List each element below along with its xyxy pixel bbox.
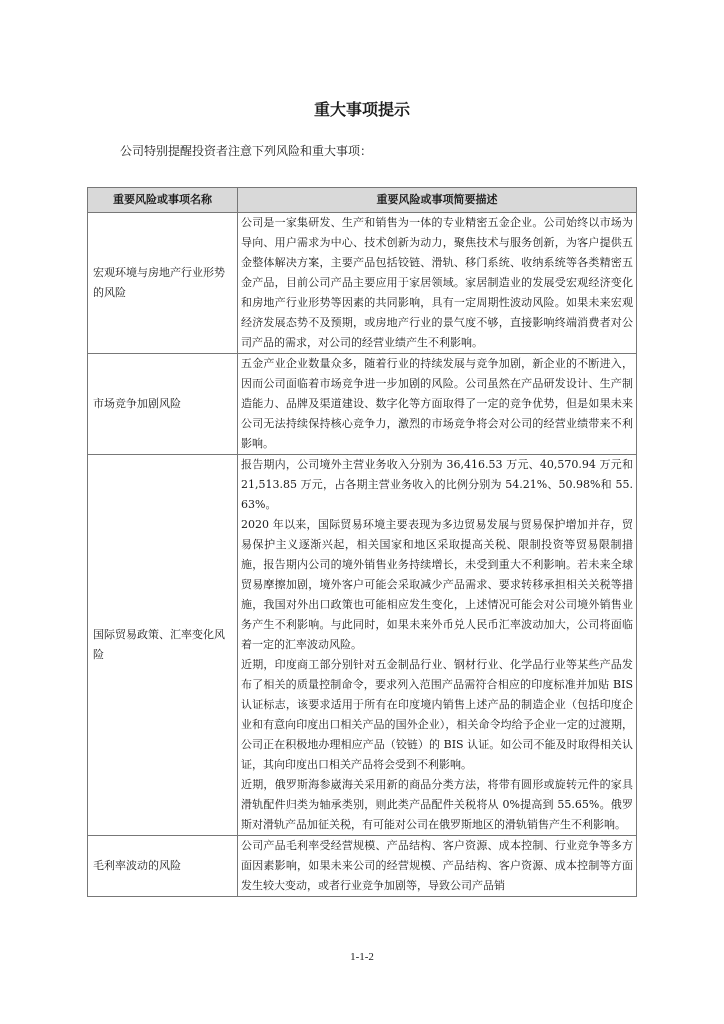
column-header-description: 重要风险或事项简要描述 <box>238 188 637 213</box>
column-header-name: 重要风险或事项名称 <box>88 188 238 213</box>
risk-name: 市场竞争加剧风险 <box>88 354 238 455</box>
description-paragraph: 五金产业企业数量众多，随着行业的持续发展与竞争加剧，新企业的不断进入，因而公司面临着市场竞争进一步加剧的风险。公司虽然在产品研发设计、生产制造能力、品牌及渠道建设、数字化等方面取得了一定的竞争优势，但是如果未来公司无法持续保持核心竞争力，激烈的市场竞争将会对公司的经营业绩带来不利影响。 <box>241 357 633 450</box>
risk-description <box>238 836 637 897</box>
intro-text: 公司特别提醒投资者注意下列风险和重大事项： <box>120 144 373 158</box>
page-title: 重大事项提示 <box>313 100 410 119</box>
description-paragraph: 近期，印度商工部分别针对五金制品行业、钢材行业、化学品行业等某些产品发布了相关的质量控制命令，要求列入范围产品需符合相应的印度标准并加贴 BIS 认证标志，该要求适用于所有在印度境内销售上述产品的制造企业（包括印度企业和有意向印度出口相关产品的国外企业），相关命令均给予企业一定的过渡期，公司正在积极地办理相应产品（铰链）的 BIS 认证。如公司不能及时取得相关认证，其向印度出口相关产品将会受到不利影响。 <box>241 658 633 771</box>
risk-name: 国际贸易政策、汇率变化风险 <box>88 455 238 836</box>
risk-name: 宏观环境与房地产行业形势的风险 <box>88 213 238 354</box>
page-number: 1-1-2 <box>350 951 374 963</box>
table-row <box>88 213 637 354</box>
table-header-row <box>88 188 637 213</box>
description-paragraph: 公司是一家集研发、生产和销售为一体的专业精密五金企业。公司始终以市场为导向、用户需求为中心、技术创新为动力，聚焦技术与服务创新，为客户提供五金整体解决方案，主要产品包括铰链、滑轨、移门系统、收纳系统等各类精密五金产品，目前公司产品主要应用于家居领域。家居制造业的发展受宏观经济变化和房地产行业形势等因素的共同影响，具有一定周期性波动风险。如果未来宏观经济发展态势不及预期，或房地产行业的景气度不够，直接影响终端消费者对公司产品的需求，对公司的经营业绩产生不利影响。 <box>241 216 633 349</box>
table-row <box>88 354 637 455</box>
description-paragraph: 公司产品毛利率受经营规模、产品结构、客户资源、成本控制、行业竞争等多方面因素影响，如果未来公司的经营规模、产品结构、客户资源、成本控制等方面发生较大变动，或者行业竞争加剧等，导致公司产品销 <box>241 839 633 892</box>
risk-description <box>238 455 637 836</box>
risk-name: 毛利率波动的风险 <box>88 836 238 897</box>
table-row <box>88 836 637 897</box>
description-paragraph: 2020 年以来，国际贸易环境主要表现为多边贸易发展与贸易保护增加并存，贸易保护主义逐渐兴起，相关国家和地区采取提高关税、限制投资等贸易限制措施，报告期内公司的境外销售业务持续增长，未受到重大不利影响。若未来全球贸易摩擦加剧，境外客户可能会采取减少产品需求、要求转移承担相关关税等措施，我国对外出口政策也可能相应发生变化，上述情况可能会对公司境外销售业务产生不利影响。与此同时，如果未来外币兑人民币汇率波动加大，公司将面临着一定的汇率波动风险。 <box>241 518 633 651</box>
risk-table <box>87 187 637 897</box>
risk-description <box>238 213 637 354</box>
risk-description <box>238 354 637 455</box>
description-paragraph: 近期，俄罗斯海参崴海关采用新的商品分类方法，将带有圆形或旋转元件的家具滑轨配件归类为轴承类别，则此类产品配件关税将从 0%提高到 55.65%。俄罗斯对滑轨产品加征关税，有可能对公司在俄罗斯地区的滑轨销售产生不利影响。 <box>241 778 633 831</box>
description-paragraph: 报告期内，公司境外主营业务收入分别为 36,416.53 万元、40,570.94 万元和 21,513.85 万元，占各期主营业务收入的比例分别为 54.21%、50.98%和 55.63%。 <box>241 458 633 511</box>
table-row <box>88 455 637 836</box>
